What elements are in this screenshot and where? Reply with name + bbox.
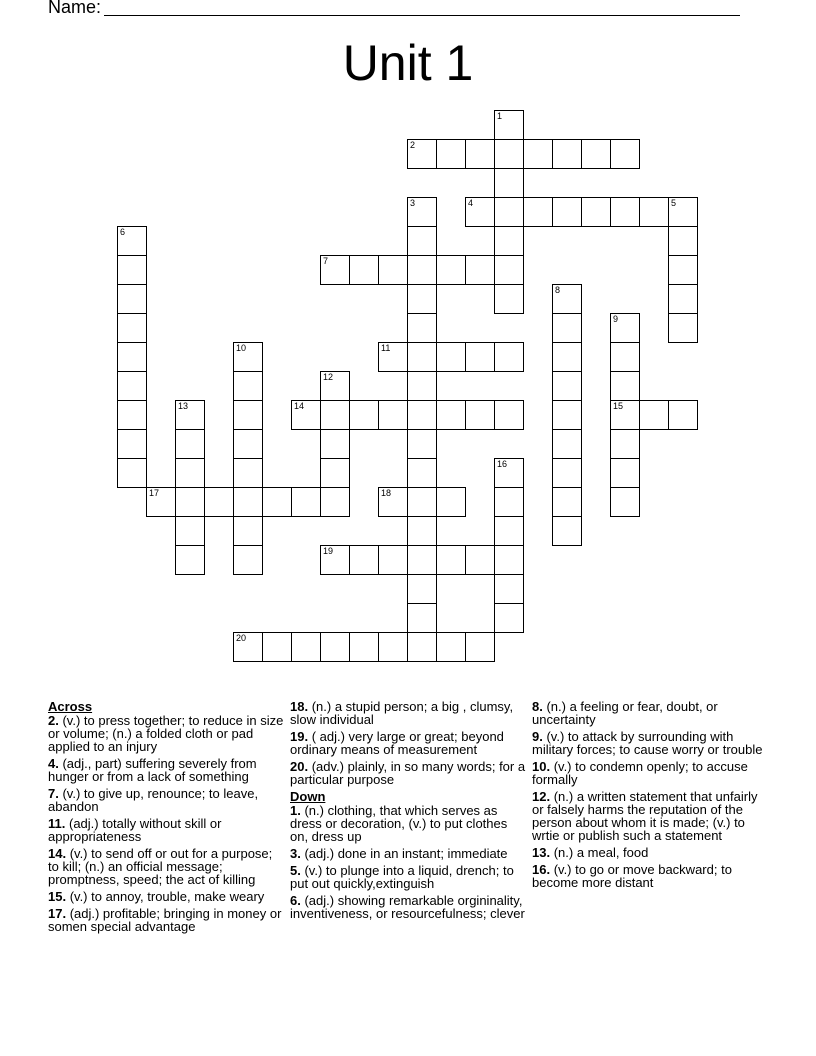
grid-cell[interactable] — [117, 313, 147, 343]
clue-num: 15. — [48, 889, 67, 904]
grid-cell[interactable] — [407, 603, 437, 633]
grid-cell[interactable] — [581, 139, 611, 169]
clue-text: (n.) a written statement that unfairly or falsely harms the reputation of the person about whom it is made; (v.) to wrtie or publish such a statement — [532, 789, 758, 843]
down-clue — [532, 863, 768, 889]
clue-number: 13 — [178, 401, 189, 411]
grid-cell[interactable] — [291, 632, 321, 662]
grid-cell[interactable] — [639, 400, 669, 430]
grid-cell[interactable] — [320, 458, 350, 488]
down-clue — [532, 700, 768, 726]
down-clue — [290, 804, 526, 843]
grid-cell[interactable] — [407, 313, 437, 343]
down-clue — [532, 730, 768, 756]
grid-cell[interactable] — [378, 255, 408, 285]
clue-text: (n.) a feeling or fear, doubt, or uncertainty — [532, 699, 718, 727]
grid-cell[interactable] — [465, 400, 495, 430]
clue-column-1 — [48, 700, 284, 937]
grid-cell[interactable] — [407, 371, 437, 401]
grid-cell[interactable] — [320, 545, 350, 575]
across-clue — [48, 757, 284, 783]
grid-cell[interactable] — [407, 197, 437, 227]
grid-cell[interactable] — [117, 458, 147, 488]
grid-cell[interactable] — [465, 545, 495, 575]
clue-num: 3. — [290, 846, 301, 861]
grid-cell[interactable] — [610, 342, 640, 372]
grid-cell[interactable] — [320, 371, 350, 401]
grid-cell[interactable] — [552, 458, 582, 488]
clue-text: (adj.) totally without skill or appropriateness — [48, 816, 222, 844]
grid-cell[interactable] — [117, 371, 147, 401]
grid-cell[interactable] — [494, 255, 524, 285]
grid-cell[interactable] — [465, 255, 495, 285]
clue-num: 18. — [290, 699, 309, 714]
grid-cell[interactable] — [610, 197, 640, 227]
grid-cell[interactable] — [494, 574, 524, 604]
grid-cell[interactable] — [407, 458, 437, 488]
clue-number: 10 — [236, 343, 247, 353]
clue-number: 3 — [410, 198, 416, 208]
grid-cell[interactable] — [349, 632, 379, 662]
grid-cell[interactable] — [175, 429, 205, 459]
clue-text: ( adj.) very large or great; beyond ordinary means of measurement — [290, 729, 504, 757]
clue-text: (adj.) done in an instant; immediate — [304, 846, 508, 861]
grid-cell[interactable] — [233, 458, 263, 488]
grid-cell[interactable] — [320, 255, 350, 285]
across-clue — [48, 890, 284, 903]
across-heading: Across — [48, 699, 93, 714]
clue-text: (n.) clothing, that which serves as dress or decoration, (v.) to put clothes on, dress up — [290, 803, 508, 844]
grid-cell[interactable] — [581, 197, 611, 227]
grid-cell[interactable] — [233, 545, 263, 575]
grid-cell[interactable] — [233, 371, 263, 401]
across-clue — [48, 787, 284, 813]
clue-text: (adj.) profitable; bringing in money or somen special advantage — [48, 906, 282, 934]
grid-cell[interactable] — [494, 226, 524, 256]
grid-cell[interactable] — [465, 197, 495, 227]
grid-cell[interactable] — [436, 342, 466, 372]
grid-cell[interactable] — [233, 429, 263, 459]
grid-cell[interactable] — [523, 197, 553, 227]
grid-cell[interactable] — [117, 226, 147, 256]
grid-cell[interactable] — [552, 371, 582, 401]
grid-cell[interactable] — [204, 487, 234, 517]
clue-number: 16 — [497, 459, 508, 469]
grid-cell[interactable] — [407, 545, 437, 575]
grid-cell[interactable] — [233, 516, 263, 546]
clue-text: (v.) to send off or out for a purpose; to kill; (n.) an official message; promptness, speed; the act of killing — [48, 846, 273, 887]
grid-cell[interactable] — [233, 487, 263, 517]
grid-cell[interactable] — [494, 487, 524, 517]
across-clue — [48, 714, 284, 753]
clue-number: 5 — [671, 198, 677, 208]
grid-cell[interactable] — [552, 197, 582, 227]
grid-cell[interactable] — [117, 284, 147, 314]
grid-cell[interactable] — [552, 400, 582, 430]
grid-cell[interactable] — [233, 632, 263, 662]
clue-number: 17 — [149, 488, 160, 498]
grid-cell[interactable] — [465, 632, 495, 662]
down-heading: Down — [290, 789, 326, 804]
grid-cell[interactable] — [407, 487, 437, 517]
grid-cell[interactable] — [407, 139, 437, 169]
clue-number: 19 — [323, 546, 334, 556]
grid-cell[interactable] — [552, 139, 582, 169]
clue-num: 5. — [290, 863, 301, 878]
grid-cell[interactable] — [378, 400, 408, 430]
grid-cell[interactable] — [407, 284, 437, 314]
grid-cell[interactable] — [117, 342, 147, 372]
grid-cell[interactable] — [117, 255, 147, 285]
grid-cell[interactable] — [668, 313, 698, 343]
across-clue — [48, 817, 284, 843]
clue-column-3 — [532, 700, 768, 893]
clue-num: 6. — [290, 893, 301, 908]
grid-cell[interactable] — [610, 400, 640, 430]
clue-text: (n.) a meal, food — [553, 845, 649, 860]
clue-text: (adv.) plainly, in so many words; for a particular purpose — [290, 759, 526, 787]
clue-number: 11 — [381, 343, 391, 353]
clue-number: 4 — [468, 198, 474, 208]
grid-cell[interactable] — [407, 516, 437, 546]
grid-cell[interactable] — [610, 371, 640, 401]
clue-num: 7. — [48, 786, 59, 801]
grid-cell[interactable] — [668, 400, 698, 430]
grid-cell[interactable] — [610, 429, 640, 459]
grid-cell[interactable] — [175, 458, 205, 488]
grid-cell[interactable] — [552, 516, 582, 546]
grid-cell[interactable] — [668, 226, 698, 256]
clue-text: (v.) to press together; to reduce in size or volume; (n.) a folded cloth or pad applied to an injury — [48, 713, 284, 754]
grid-cell[interactable] — [465, 139, 495, 169]
grid-cell[interactable] — [552, 342, 582, 372]
grid-cell[interactable] — [436, 545, 466, 575]
clue-number: 18 — [381, 488, 392, 498]
clue-text: (v.) to attack by surrounding with military forces; to cause worry or trouble — [532, 729, 763, 757]
down-clue — [532, 846, 768, 859]
grid-cell[interactable] — [233, 342, 263, 372]
name-label: Name: — [48, 0, 102, 17]
grid-cell[interactable] — [378, 487, 408, 517]
grid-cell[interactable] — [262, 632, 292, 662]
across-clue — [290, 760, 526, 786]
clue-number: 8 — [555, 285, 561, 295]
clue-num: 14. — [48, 846, 67, 861]
clue-number: 2 — [410, 140, 416, 150]
clue-num: 9. — [532, 729, 543, 744]
grid-cell[interactable] — [291, 400, 321, 430]
grid-cell[interactable] — [494, 603, 524, 633]
clue-num: 4. — [48, 756, 59, 771]
grid-cell[interactable] — [668, 284, 698, 314]
grid-cell[interactable] — [175, 545, 205, 575]
grid-cell[interactable] — [610, 139, 640, 169]
down-clue — [532, 790, 768, 842]
down-clue — [290, 894, 526, 920]
clue-text: (v.) to go or move backward; to become more distant — [532, 862, 732, 890]
grid-cell[interactable] — [320, 487, 350, 517]
grid-cell[interactable] — [407, 429, 437, 459]
clue-num: 1. — [290, 803, 301, 818]
grid-cell[interactable] — [552, 284, 582, 314]
grid-cell[interactable] — [436, 400, 466, 430]
clue-num: 17. — [48, 906, 67, 921]
grid-cell[interactable] — [407, 255, 437, 285]
clue-number: 9 — [613, 314, 619, 324]
grid-cell[interactable] — [610, 487, 640, 517]
clue-text: (n.) a stupid person; a big , clumsy, slow individual — [290, 699, 514, 727]
clue-num: 20. — [290, 759, 309, 774]
across-clue — [48, 847, 284, 886]
grid-cell[interactable] — [407, 226, 437, 256]
grid-cell[interactable] — [378, 342, 408, 372]
clue-text: (v.) to plunge into a liquid, drench; to put out quickly,extinguish — [290, 863, 514, 891]
clue-text: (v.) to annoy, trouble, make weary — [69, 889, 265, 904]
grid-cell[interactable] — [494, 168, 524, 198]
grid-cell[interactable] — [233, 400, 263, 430]
grid-cell[interactable] — [146, 487, 176, 517]
across-clue — [290, 730, 526, 756]
grid-cell[interactable] — [407, 632, 437, 662]
across-clue — [48, 907, 284, 933]
grid-cell[interactable] — [407, 342, 437, 372]
grid-cell[interactable] — [494, 110, 524, 140]
grid-cell[interactable] — [552, 487, 582, 517]
down-clue — [532, 760, 768, 786]
grid-cell[interactable] — [349, 255, 379, 285]
grid-cell[interactable] — [320, 429, 350, 459]
grid-cell[interactable] — [494, 545, 524, 575]
clue-num: 16. — [532, 862, 551, 877]
clue-text: (v.) to give up, renounce; to leave, abandon — [48, 786, 259, 814]
grid-cell[interactable] — [552, 313, 582, 343]
grid-cell[interactable] — [320, 632, 350, 662]
clue-num: 11. — [48, 816, 66, 831]
down-clue — [290, 864, 526, 890]
clue-num: 12. — [532, 789, 551, 804]
grid-cell[interactable] — [320, 400, 350, 430]
grid-cell[interactable] — [349, 400, 379, 430]
grid-cell[interactable] — [175, 400, 205, 430]
grid-cell[interactable] — [436, 255, 466, 285]
clue-text: (adj., part) suffering severely from hunger or from a lack of something — [48, 756, 257, 784]
grid-cell[interactable] — [291, 487, 321, 517]
grid-cell[interactable] — [639, 197, 669, 227]
grid-cell[interactable] — [117, 400, 147, 430]
grid-cell[interactable] — [494, 516, 524, 546]
grid-cell[interactable] — [610, 313, 640, 343]
grid-cell[interactable] — [175, 487, 205, 517]
clue-num: 8. — [532, 699, 543, 714]
clue-number: 6 — [120, 227, 126, 237]
grid-cell[interactable] — [378, 545, 408, 575]
grid-cell[interactable] — [436, 632, 466, 662]
clue-number: 20 — [236, 633, 247, 643]
grid-cell[interactable] — [494, 197, 524, 227]
grid-cell[interactable] — [436, 139, 466, 169]
clue-number: 15 — [613, 401, 624, 411]
clue-num: 10. — [532, 759, 551, 774]
clue-number: 1 — [497, 111, 503, 121]
clue-number: 7 — [323, 256, 329, 266]
grid-cell[interactable] — [465, 342, 495, 372]
clue-column-2 — [290, 700, 526, 924]
grid-cell[interactable] — [175, 516, 205, 546]
grid-cell[interactable] — [668, 197, 698, 227]
clue-text: (adj.) showing remarkable orgininality, inventiveness, or resourcefulness; clever — [290, 893, 525, 921]
grid-cell[interactable] — [494, 284, 524, 314]
down-clue — [290, 847, 526, 860]
clue-num: 19. — [290, 729, 309, 744]
clue-number: 14 — [294, 401, 305, 411]
page-title: Unit 1 — [342, 35, 474, 91]
grid-cell[interactable] — [436, 487, 466, 517]
grid-cell[interactable] — [262, 487, 292, 517]
grid-cell[interactable] — [552, 429, 582, 459]
grid-cell[interactable] — [610, 458, 640, 488]
across-clue — [290, 700, 526, 726]
grid-cell[interactable] — [117, 429, 147, 459]
grid-cell[interactable] — [407, 574, 437, 604]
clue-num: 2. — [48, 713, 59, 728]
grid-cell[interactable] — [378, 632, 408, 662]
clue-number: 12 — [323, 372, 334, 382]
grid-cell[interactable] — [349, 545, 379, 575]
grid-cell[interactable] — [523, 139, 553, 169]
grid-cell[interactable] — [407, 400, 437, 430]
grid-cell[interactable] — [494, 400, 524, 430]
clue-text: (v.) to condemn openly; to accuse formally — [532, 759, 748, 787]
grid-cell[interactable] — [494, 458, 524, 488]
clue-num: 13. — [532, 845, 551, 860]
grid-cell[interactable] — [494, 342, 524, 372]
grid-cell[interactable] — [494, 139, 524, 169]
grid-cell[interactable] — [668, 255, 698, 285]
